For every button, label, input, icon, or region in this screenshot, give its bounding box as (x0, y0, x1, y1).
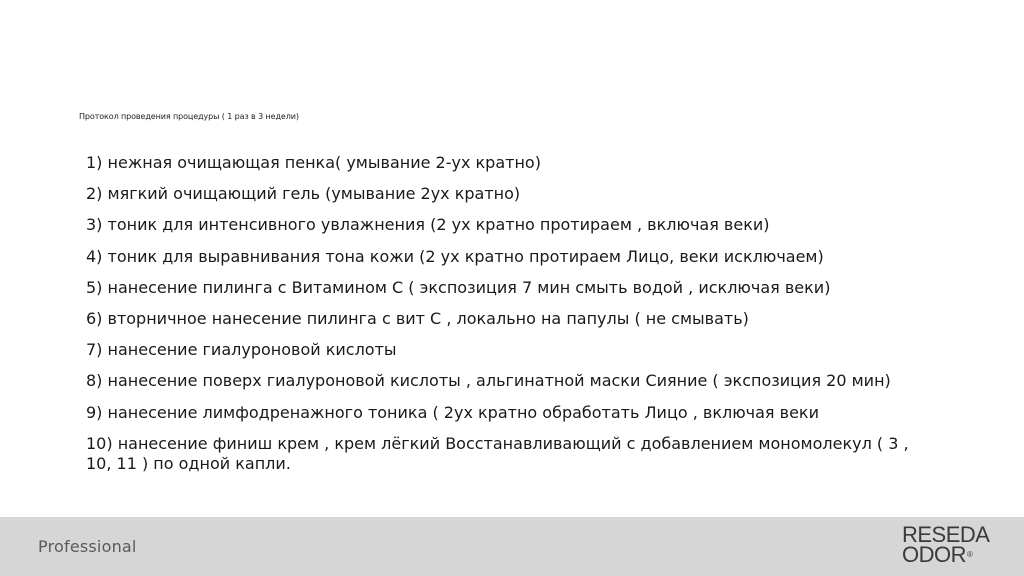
procedure-step: 7) нанесение гиалуроновой кислоты (86, 340, 397, 360)
procedure-step: 8) нанесение поверх гиалуроновой кислоты , альгинатной маски Сияние ( экспозиция 20 мин) (86, 371, 891, 391)
slide-title: Протокол проведения процедуры ( 1 раз в 3 недели) (79, 112, 299, 121)
procedure-steps-list (86, 153, 936, 485)
procedure-step: 4) тоник для выравнивания тона кожи (2 ух кратно протираем Лицо, веки исключаем) (86, 246, 824, 266)
footer-bar (0, 517, 1024, 576)
registered-mark: ® (967, 550, 973, 559)
logo-line-2 (902, 542, 1002, 567)
procedure-step: 3) тоник для интенсивного увлажнения (2 ух кратно протираем , включая веки) (86, 215, 770, 235)
footer-label: Professional (38, 537, 137, 556)
brand-logo (902, 522, 1002, 567)
procedure-step: 5) нанесение пилинга с Витамином С ( экспозиция 7 мин смыть водой , исключая веки) (86, 277, 831, 297)
logo-line-2-text: ODOR (902, 542, 966, 567)
procedure-step: 6) вторничное нанесение пилинга с вит С , локально на папулы ( не смывать) (86, 308, 749, 328)
procedure-step: 10) нанесение финиш крем , крем лёгкий Восстанавливающий с добавлением мономолекул ( 3 , 10, 11 ) по одной капли. (86, 433, 909, 473)
procedure-step: 9) нанесение лимфодренажного тоника ( 2ух кратно обработать Лицо , включая веки (86, 402, 819, 422)
procedure-step: 2) мягкий очищающий гель (умывание 2ух кратно) (86, 184, 521, 204)
logo-line-1: RESEDA (902, 522, 990, 547)
procedure-step: 1) нежная очищающая пенка( умывание 2-ух кратно) (86, 153, 541, 172)
